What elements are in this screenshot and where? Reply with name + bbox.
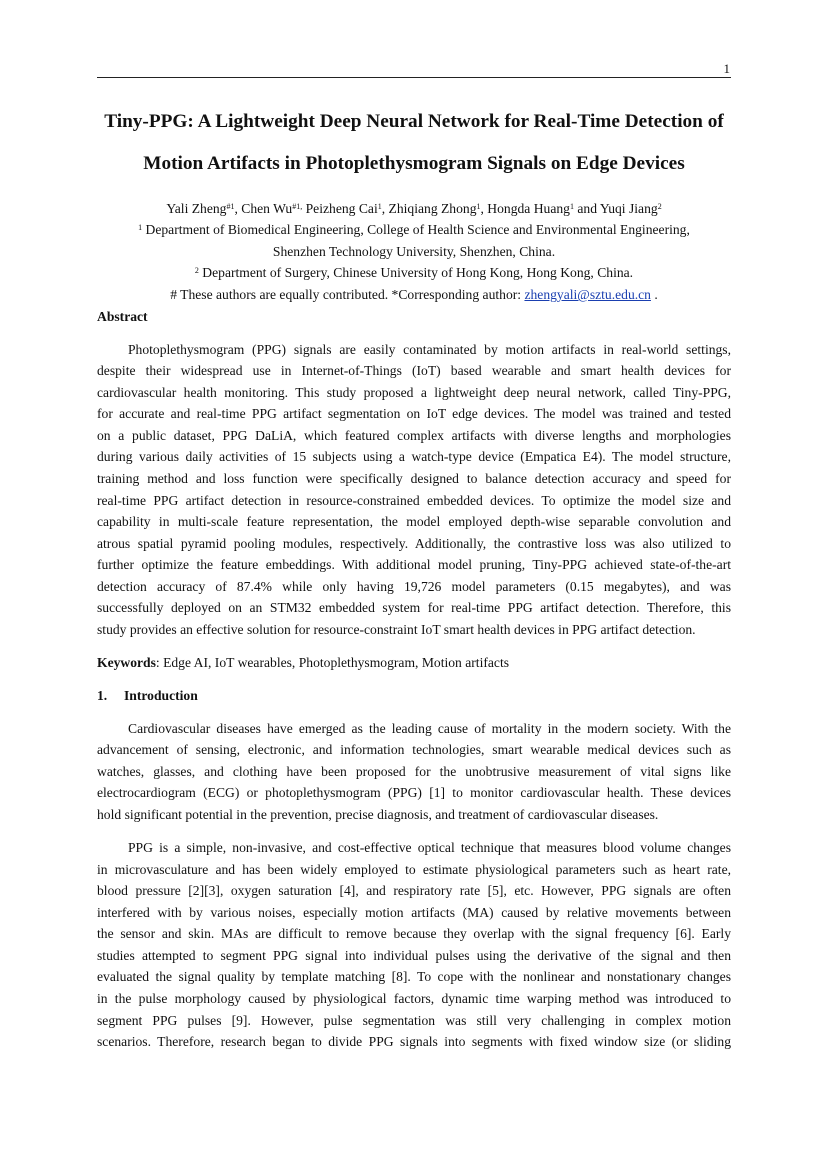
author-superscript: #1,: [292, 202, 303, 211]
abstract-line: successfully deployed on an STM32 embedded system for real-time PPG artifact detection. Therefore, this: [97, 600, 731, 615]
intro-line: hold significant potential in the prevention, precise diagnosis, and treatment of cardiovascular diseases.: [97, 807, 659, 822]
intro-line: the sensor and skin. MAs are difficult to remove because they overlap with the signal frequency [6]. Early: [97, 926, 731, 941]
intro-line: blood pressure [2][3], oxygen saturation [4], and respiratory rate [5], etc. However, PPG signals are often: [97, 883, 731, 898]
abstract-line: capability in multi-scale feature representation, the model employed depth-wise separable convolution and: [97, 514, 731, 529]
abstract-line: Photoplethysmogram (PPG) signals are easily contaminated by motion artifacts in real-world settings,: [128, 342, 731, 357]
author-name: Zhiqiang Zhong: [388, 201, 477, 216]
keywords-label: Keywords: [97, 655, 156, 670]
author-name: Yali Zheng: [166, 201, 227, 216]
intro-line: interfered with by various noises, especially motion artifacts (MA) caused by relative movements between: [97, 905, 731, 920]
author-superscript: 1: [476, 202, 481, 211]
affiliation-superscript: 1: [138, 223, 143, 232]
abstract-line: study provides an effective solution for resource-constraint IoT smart health devices in PPG artifact detection.: [97, 622, 696, 637]
affiliation-2: [97, 264, 731, 282]
abstract-line: on a public dataset, PPG DaLiA, which featured complex artifacts with diverse lengths and morphologies: [97, 428, 731, 443]
keywords-text: : Edge AI, IoT wearables, Photoplethysmogram, Motion artifacts: [155, 655, 510, 670]
author-list: Yali Zheng$^{\#1}$, Chen $Wu^{\#1,}$ Peizheng Cai$^1$, Zhiqiang Zhong$^1$, Hongda Huang$^1$ and Yuqi Jiang$^2$: [166, 201, 662, 216]
corresponding-email-link[interactable]: zhengyali@sztu.edu.cn: [524, 287, 651, 302]
contribution-text: # These authors are equally contributed. *Corresponding author:: [170, 287, 525, 302]
section-heading-introduction: [97, 687, 731, 705]
intro-line: in the pulse morphology caused by physiological factors, dynamic time warping method was introduced to: [97, 991, 731, 1006]
page-number: 1: [723, 61, 730, 76]
intro-line: Cardiovascular diseases have emerged as the leading cause of mortality in the modern society. With the: [128, 721, 731, 736]
author-name: Hongda Huang: [487, 201, 570, 216]
intro-line: segment PPG pulses [9]. However, pulse segmentation was still very challenging in complex motion: [97, 1013, 731, 1028]
abstract-line: despite their widespread use in Internet-of-Things (IoT) based wearable and smart health devices for: [97, 363, 731, 378]
intro-line: in microvasculature and has been widely employed to estimate physiological parameters such as heart rate,: [97, 862, 731, 877]
abstract-line: real-time PPG artifact detection in resource-constrained embedded devices. To optimize the model size and: [97, 493, 731, 508]
abstract-line: detection accuracy of 87.4% while only having 19,726 model parameters (0.15 megabytes), and was: [97, 579, 731, 594]
keywords-line: [97, 654, 731, 672]
intro-line: scenarios. Therefore, research began to divide PPG signals into segments with fixed window size (or sliding: [97, 1034, 731, 1049]
affiliation-text: Department of Biomedical Engineering, College of Health Science and Environmental Engineering,: [145, 222, 690, 237]
abstract-line: training method and loss function were specifically designed to balance detection accuracy and speed for: [97, 471, 731, 486]
intro-line: evaluated the signal quality by template matching [8]. To cope with the nonlinear and nonstationary changes: [97, 969, 731, 984]
intro-line: watches, glasses, and clothing have been proposed for the unobtrusive measurement of vital signs like: [97, 764, 731, 779]
affiliation-1-line-1: [97, 221, 731, 239]
author-superscript: 1: [377, 202, 382, 211]
affiliation-1-line-2: Shenzhen Technology University, Shenzhen, China.: [272, 244, 556, 259]
contribution-end: .: [650, 287, 658, 302]
paper-title-line-1: Tiny-PPG: A Lightweight Deep Neural Network for Real-Time Detection of: [104, 111, 724, 132]
abstract-line: for accurate and real-time PPG artifact segmentation on IoT edge devices. The model was trained and tested: [97, 406, 731, 421]
intro-line: electrocardiogram (ECG) or photoplethysmogram (PPG) [1] to monitor cardiovascular health. These devices: [97, 785, 731, 800]
intro-line: studies attempted to segment PPG signal into individual pulses using the derivative of the signal and then: [97, 948, 731, 963]
abstract-line: further optimize the feature embeddings. With additional model pruning, Tiny-PPG achieved state-of-the-art: [97, 557, 731, 572]
author-superscript: 2: [657, 202, 662, 211]
affiliation-superscript: 2: [194, 266, 199, 275]
affiliation-text: Department of Surgery, Chinese University of Hong Kong, Hong Kong, China.: [202, 265, 634, 280]
abstract-line: atrous spatial pyramid pooling modules, respectively. Additionally, the contrastive loss was also utilized to: [97, 536, 731, 551]
contribution-note: [97, 286, 731, 304]
header-rule: [97, 77, 731, 78]
author-name: Yuqi Jiang: [599, 201, 658, 216]
author-superscript: 1: [569, 202, 574, 211]
author-name: Chen Wu: [241, 201, 293, 216]
intro-line: advancement of sensing, electronic, and information technologies, smart wearable medical devices such as: [97, 742, 731, 757]
abstract-heading: Abstract: [97, 309, 148, 324]
section-number: 1.: [97, 688, 108, 703]
paper-title-line-2: Motion Artifacts in Photoplethysmogram Signals on Edge Devices: [143, 153, 685, 174]
abstract-line: during various daily activities of 15 subjects using a watch-type device (Empatica E4). The model structure,: [97, 449, 731, 464]
abstract-line: cardiovascular health monitoring. This study proposed a lightweight deep neural network, called Tiny-PPG,: [97, 385, 731, 400]
author-superscript: #1: [226, 202, 235, 211]
author-name: Peizheng Cai: [305, 201, 378, 216]
intro-line: PPG is a simple, non-invasive, and cost-effective optical technique that measures blood volume changes: [128, 840, 731, 855]
section-title: Introduction: [124, 688, 198, 703]
